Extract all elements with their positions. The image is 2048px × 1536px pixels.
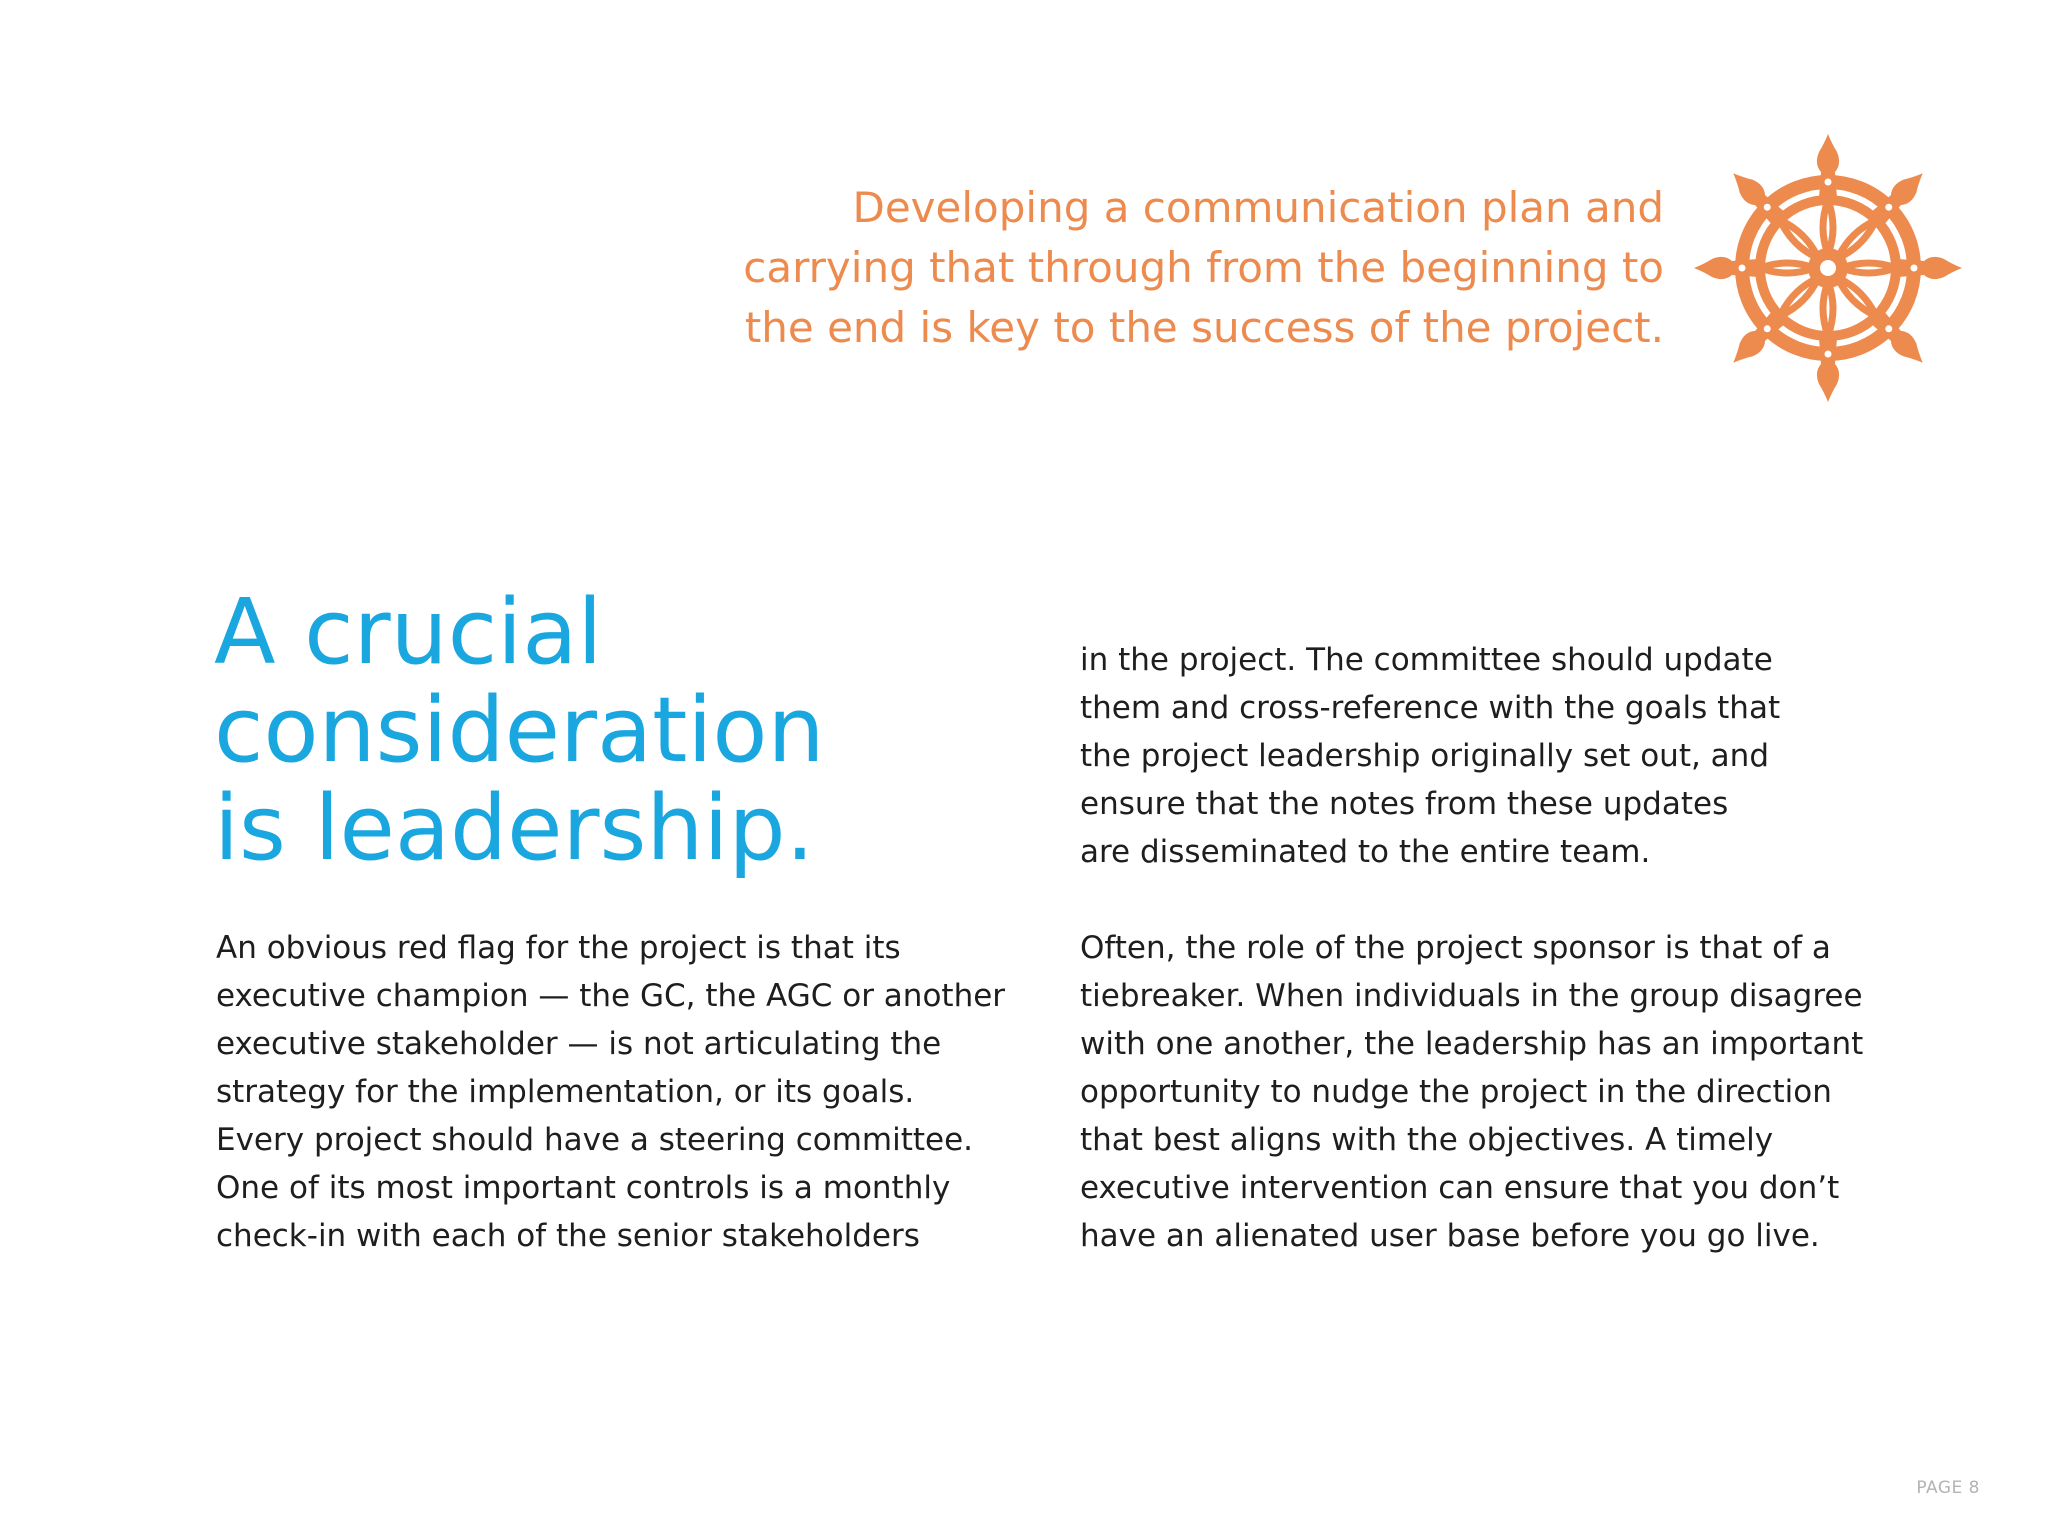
- body-line: Every project should have a steering committee.: [216, 1122, 974, 1158]
- body-line: ensure that the notes from these updates: [1080, 786, 1729, 822]
- body-line: have an alienated user base before you go live.: [1080, 1218, 1820, 1254]
- body-line: are disseminated to the entire team.: [1080, 834, 1651, 870]
- body-line: One of its most important controls is a monthly: [216, 1170, 951, 1206]
- right-column-paragraph-1: [1080, 636, 1780, 876]
- body-line: the project leadership originally set out, and: [1080, 738, 1770, 774]
- pull-quote-line: Developing a communication plan and: [852, 183, 1664, 232]
- body-line: An obvious red flag for the project is that its: [216, 930, 901, 966]
- page-number: PAGE 8: [1916, 1478, 1980, 1498]
- pull-quote-line: the end is key to the success of the project.: [744, 303, 1664, 352]
- headline-line: is leadership.: [214, 776, 815, 881]
- left-column-paragraph: [216, 924, 1005, 1260]
- headline-line: A crucial: [214, 580, 603, 685]
- body-line: executive stakeholder — is not articulating the: [216, 1026, 942, 1062]
- headline: [214, 580, 1014, 881]
- body-line: executive intervention can ensure that you don’t: [1080, 1170, 1840, 1206]
- right-column-paragraph-2: [1080, 924, 1863, 1260]
- body-line: check-in with each of the senior stakeholders: [216, 1218, 920, 1254]
- body-line: executive champion — the GC, the AGC or another: [216, 978, 1006, 1014]
- body-line: them and cross-reference with the goals that: [1080, 690, 1781, 726]
- body-line: tiebreaker. When individuals in the group disagree: [1080, 978, 1863, 1014]
- body-line: in the project. The committee should update: [1080, 642, 1773, 678]
- body-line: with one another, the leadership has an important: [1080, 1026, 1864, 1062]
- body-line: Often, the role of the project sponsor is that of a: [1080, 930, 1831, 966]
- body-line: that best aligns with the objectives. A timely: [1080, 1122, 1774, 1158]
- pull-quote: [664, 178, 1664, 358]
- body-line: strategy for the implementation, or its goals.: [216, 1074, 915, 1110]
- ship-wheel-icon: [1692, 132, 1964, 404]
- pull-quote-line: carrying that through from the beginning to: [743, 243, 1664, 292]
- headline-line: consideration: [214, 678, 825, 783]
- body-line: opportunity to nudge the project in the direction: [1080, 1074, 1832, 1110]
